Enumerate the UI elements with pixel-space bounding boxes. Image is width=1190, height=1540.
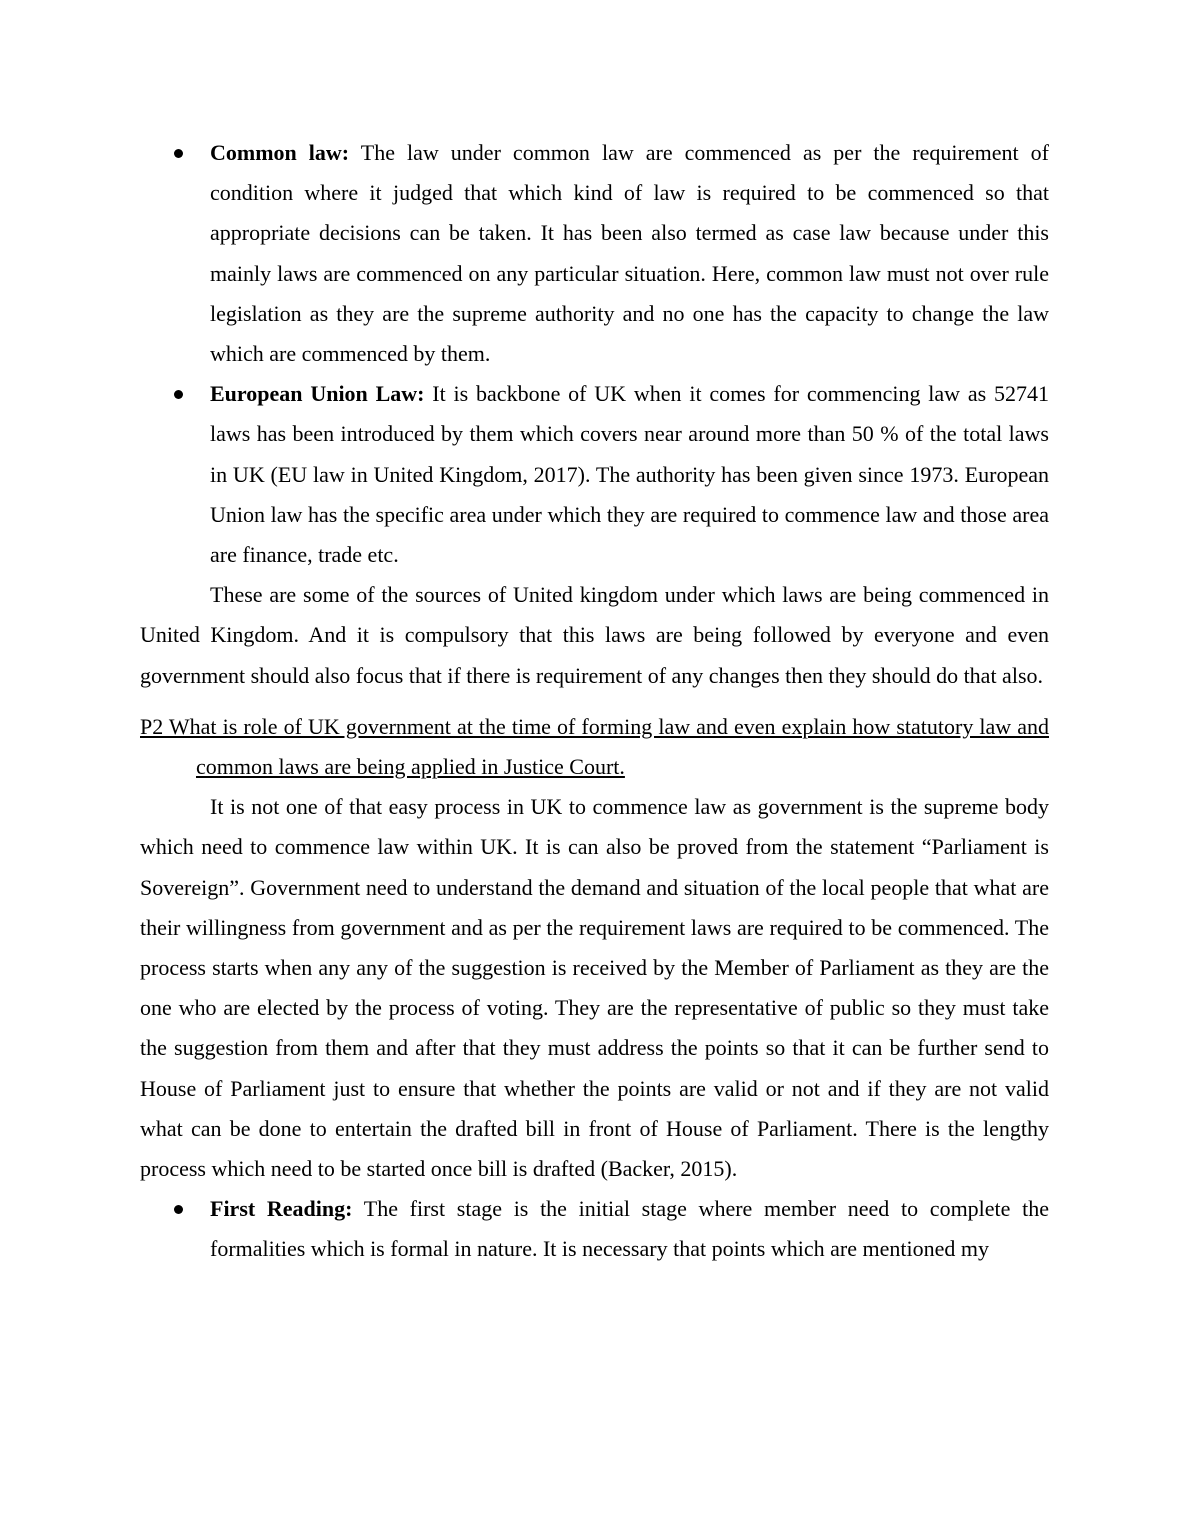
bullet-european-union-law: [140, 374, 1049, 575]
bullet-text: The first stage is the initial stage where member need to complete the formalities which is formal in nature. It is necessary that points which are mentioned my: [210, 1196, 1050, 1262]
bullet-term: European Union Law:: [210, 381, 425, 407]
bullet-icon: [174, 390, 183, 399]
section-heading-p2: P2 What is role of UK government at the time of forming law and even explain how statutory law and common laws are being applied in Justice Court.: [140, 713, 1049, 780]
bullet-icon: [174, 1205, 183, 1214]
bullet-common-law: [140, 133, 1049, 374]
bullet-text: It is backbone of UK when it comes for commencing law as 52741 laws has been introduced by them which covers near around more than 50 % of the total laws in UK (EU law in United Kingdom, 2017). The authority has been given since 1973. European Union law has the specific area under which they are required to commence law and those area are finance, trade etc.: [210, 381, 1049, 568]
paragraph-sources: These are some of the sources of United kingdom under which laws are being commenced in United Kingdom. And it is compulsory that this laws are being followed by everyone and even government should also focus that if there is requirement of any changes then they should do that also.: [140, 582, 1049, 688]
bullet-text: The law under common law are commenced as per the requirement of condition where it judged that which kind of law is required to be commenced so that appropriate decisions can be taken. It has been also termed as case law because under this mainly laws are commenced on any particular situation. Here, common law must not over rule legislation as they are the supreme authority and no one has the capacity to change the law which are commenced by them.: [210, 140, 1049, 367]
bullet-icon: [174, 149, 183, 158]
bullet-first-reading: [140, 1189, 1049, 1269]
page-content: [140, 133, 1049, 1270]
bullet-term: Common law:: [210, 140, 350, 165]
paragraph-law-process: It is not one of that easy process in UK to commence law as government is the supreme body which need to commence law within UK. It is can also be proved from the statement “Parliament is Sovereign”. Government need to understand the demand and situation of the local people that what are their willingness from government and as per the requirement laws are required to be commenced. The process starts when any any of the suggestion is received by the Member of Parliament as they are the one who are elected by the process of voting. They are the representative of public so they must take the suggestion from them and after that they must address the points so that it can be further send to House of Parliament just to ensure that whether the points are valid or not and if they are not valid what can be done to entertain the drafted bill in front of House of Parliament. There is the lengthy process which need to be started once bill is drafted (Backer, 2015).: [140, 794, 1049, 1182]
bullet-term: First Reading:: [210, 1196, 353, 1222]
